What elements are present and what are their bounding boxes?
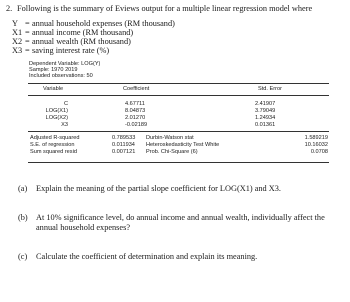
coefficient-column <box>125 101 165 129</box>
var-symbol: X3 <box>12 46 23 55</box>
stats-labels-column <box>30 135 110 156</box>
stat-label: Prob. Chi-Square (6) <box>146 149 198 155</box>
part-a-text: Explain the meaning of the partial slope coefficient for LOG(X1) and X3. <box>36 184 281 193</box>
part-c-label: (c) <box>18 252 28 261</box>
table-rule-middle <box>28 131 329 132</box>
table-cell: C <box>63 101 68 107</box>
stat-value: 0.007121 <box>112 149 136 155</box>
var-equals: = <box>25 37 30 46</box>
table-cell: 3.79049 <box>255 108 276 114</box>
var-description: annual wealth (RM thousand) <box>32 37 131 46</box>
part-b-text-line2: annual household expenses? <box>36 223 131 232</box>
table-cell: 2.41907 <box>255 101 276 107</box>
part-c-text: Calculate the coefficient of determination and explain its meaning. <box>36 252 258 261</box>
table-rule-bottom <box>28 162 329 163</box>
stats-values2-column <box>290 135 328 156</box>
stat-value: 0.011934 <box>112 142 135 148</box>
sample-line: Sample: 1970 2019 <box>29 67 78 73</box>
stat-value: 10.16032 <box>304 142 328 148</box>
observations-line: Included observations: 50 <box>29 73 93 79</box>
table-cell: LOG(X1) <box>45 108 68 114</box>
var-equals: = <box>25 19 30 28</box>
var-symbol: X1 <box>12 28 23 37</box>
var-equals: = <box>25 46 30 55</box>
stat-value: 1.589219 <box>304 135 328 141</box>
question-number: 2. <box>6 4 13 13</box>
stat-label: Durbin-Watson stat <box>146 135 194 141</box>
table-cell: 0.01361 <box>255 122 276 128</box>
part-b-label: (b) <box>18 213 28 222</box>
header-variable: Variable <box>43 86 64 92</box>
var-equals: = <box>25 28 30 37</box>
dependent-variable-line: Dependent Variable: LOG(Y) <box>29 61 101 67</box>
stat-label: Heteroskedasticity Test White <box>146 142 220 148</box>
question-text: Following is the summary of Eviews output for a multiple linear regression model where <box>17 4 313 13</box>
var-description: saving interest rate (%) <box>32 46 110 55</box>
var-symbol: X2 <box>12 37 23 46</box>
table-cell: -0.02189 <box>125 122 148 128</box>
header-coefficient: Coefficient <box>123 86 150 92</box>
stats-values-column <box>112 135 142 156</box>
table-rule-top <box>28 83 329 84</box>
part-a-label: (a) <box>18 184 28 193</box>
stat-label: Adjusted R-squared <box>30 135 80 141</box>
table-cell: 8.04873 <box>125 108 146 114</box>
std-error-column <box>255 101 295 129</box>
stat-label: Sum squared resid <box>30 149 77 155</box>
var-description: annual income (RM thousand) <box>32 28 134 37</box>
var-symbol: Y <box>12 19 18 28</box>
table-cell: 2.01270 <box>125 115 146 121</box>
table-cell: 1.24934 <box>255 115 276 121</box>
table-cell: 4.67711 <box>125 101 145 107</box>
var-description: annual household expenses (RM thousand) <box>32 19 175 28</box>
table-cell: LOG(X2) <box>45 115 68 121</box>
stat-value: 0.789533 <box>112 135 136 141</box>
table-rule-header <box>28 95 329 96</box>
variable-column <box>38 101 68 129</box>
header-std-error: Std. Error <box>258 86 282 92</box>
part-b-text-line1: At 10% significance level, do annual income and annual wealth, individually affect the <box>36 213 325 222</box>
stat-value: 0.0708 <box>310 149 328 155</box>
table-cell: X3 <box>61 122 68 128</box>
stats-labels2-column <box>146 135 246 156</box>
stat-label: S.E. of regression <box>30 142 75 148</box>
